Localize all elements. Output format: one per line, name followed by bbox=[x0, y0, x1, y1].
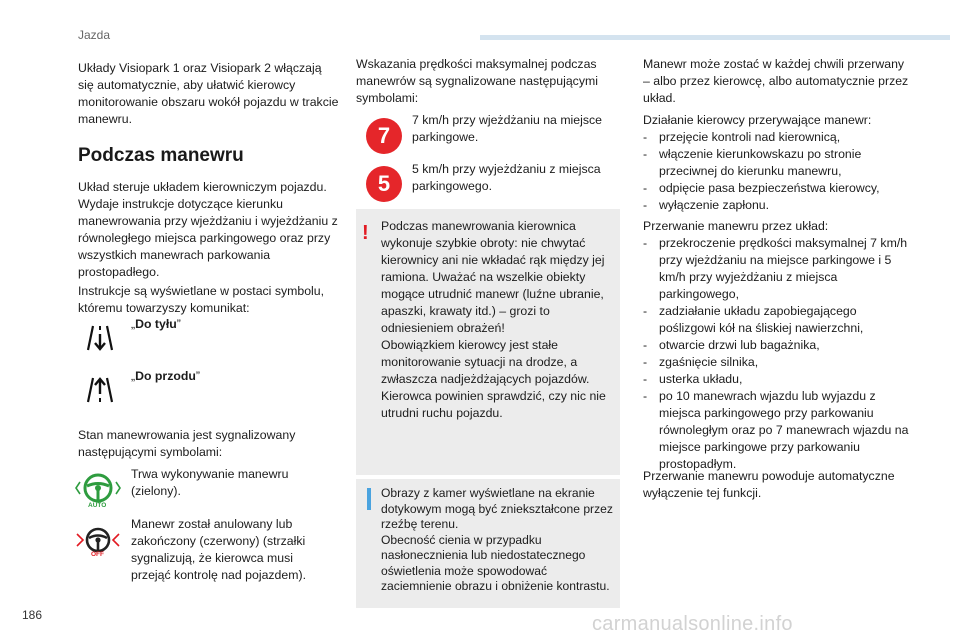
info-text-2: Obecność cienia w przypadku nasłonecznienia lub niedostatecznego oświetlenia może spowodować zaciemnienie obrazu i obniżenie kontrastu. bbox=[381, 532, 610, 593]
speed-7-text: 7 km/h przy wjeżdżaniu na miejsce parkingowe. bbox=[412, 113, 602, 144]
auto-disable-paragraph: Przerwanie manewru powoduje automatyczne wyłączenie tej funkcji. bbox=[643, 469, 895, 500]
list-item: - odpięcie pasa bezpieczeństwa kierowcy, bbox=[643, 181, 880, 195]
system-actions-heading: Przerwanie manewru przez układ: bbox=[643, 219, 829, 233]
forward-label: Do przodu bbox=[135, 369, 196, 383]
list-item: - włączenie kierunkowskazu po stronie przeciwnej do kierunku manewru, bbox=[643, 147, 862, 178]
auto-icon-label: AUTO bbox=[88, 502, 107, 509]
auto-status-text: Trwa wykonywanie manewru (zielony). bbox=[131, 467, 289, 498]
list-item: - zgaśnięcie silnika, bbox=[643, 355, 759, 369]
section-title: Jazda bbox=[78, 28, 111, 42]
warning-exclamation-icon: ! bbox=[362, 222, 369, 244]
reverse-arrow-icon bbox=[82, 320, 118, 356]
heading-during-maneuver: Podczas manewru bbox=[78, 145, 244, 166]
system-actions bbox=[643, 218, 913, 473]
forward-instruction: „Do przodu” bbox=[131, 369, 201, 383]
speed-7-desc bbox=[412, 112, 622, 146]
list-item: - wyłączenie zapłonu. bbox=[643, 198, 770, 212]
warning-content bbox=[381, 218, 613, 422]
auto-status bbox=[131, 466, 331, 500]
list-item: - zadziałanie układu zapobiegającego poślizgowi kół na śliskiej nawierzchni, bbox=[643, 304, 864, 335]
status-paragraph: Stan manewrowania jest sygnalizowany następującymi symbolami: bbox=[78, 428, 296, 459]
info-content bbox=[381, 486, 613, 595]
list-item: - po 10 manewrach wjazdu lub wyjazdu z miejsca parkingowego przy parkowaniu równoległym oraz po 7 manewrach wjazdu na miejsce parkingowe przy parkowaniu prostopadłym. bbox=[643, 389, 909, 471]
list-item: - usterka układu, bbox=[643, 372, 743, 386]
speed-intro: Wskazania prędkości maksymalnej podczas manewrów są sygnalizowane następującymi symbolami: bbox=[356, 57, 598, 105]
intro-paragraph: Układy Visiopark 1 oraz Visiopark 2 włączają się automatycznie, aby ułatwić kierowcy monitorowanie obszaru wokół pojazdu w trakcie manewru. bbox=[78, 61, 339, 126]
off-icon-label: OFF bbox=[91, 551, 104, 558]
speed-5-desc bbox=[412, 161, 622, 195]
info-bar-icon bbox=[367, 488, 371, 510]
warning-text-2: Obowiązkiem kierowcy jest stałe monitorowanie sytuacji na drodze, a zwłaszcza nadjeżdżających pojazdów. Kierowca powinien sprawdzić, czy nic nie utrudni ruchu pojazdu. bbox=[381, 338, 606, 420]
driver-actions-heading: Działanie kierowcy przerywające manewr: bbox=[643, 113, 872, 127]
forward-arrow-icon bbox=[82, 372, 118, 408]
speed-5-icon: 5 bbox=[366, 166, 402, 202]
col1-p1 bbox=[78, 179, 340, 281]
list-item: - przejęcie kontroli nad kierownicą, bbox=[643, 130, 841, 144]
watermark: carmanualsonline.info bbox=[592, 613, 793, 635]
back-instruction: „Do tyłu” bbox=[131, 317, 181, 331]
col3-last bbox=[643, 468, 913, 502]
warning-text: Podczas manewrowania kierownica wykonuje szybkie obroty: nie chwytać kierownicy ani nie wkładać rąk między jej ramiona. Uważać na wszelkie obiekty mogące utrudnić manewr (luźne ubranie, apaszki, krawaty itd.) – grozi to odniesieniem obrażeń! bbox=[381, 219, 605, 335]
page-number: 186 bbox=[22, 608, 43, 622]
col1-p3 bbox=[78, 427, 340, 461]
driver-actions bbox=[643, 112, 913, 214]
col1-p2 bbox=[78, 283, 340, 317]
col1-intro bbox=[78, 60, 340, 128]
list-item: - przekroczenie prędkości maksymalnej 7 km/h przy wjeżdżaniu na miejsce parkingowe i 5 km/h przy wyjeżdżaniu z miejsca parkingowego, bbox=[643, 236, 908, 301]
off-status bbox=[131, 516, 331, 584]
steering-paragraph: Układ steruje układem kierowniczym pojazdu. Wydaje instrukcje dotyczące kierunku manewrowania przy wjeżdżaniu i wyjeżdżaniu z równoległego miejsca parkingowego oraz przy wszystkich manewrach parkowania prostopadłego. bbox=[78, 180, 338, 279]
col3-p1 bbox=[643, 56, 913, 107]
list-item: - otwarcie drzwi lub bagażnika, bbox=[643, 338, 820, 352]
speed-5-text: 5 km/h przy wyjeżdżaniu z miejsca parkingowego. bbox=[412, 162, 601, 193]
speed-7-icon: 7 bbox=[366, 118, 402, 154]
interrupt-paragraph: Manewr może zostać w każdej chwili przerwany – albo przez kierowcę, albo automatycznie przez układ. bbox=[643, 57, 909, 105]
instructions-paragraph: Instrukcje są wyświetlane w postaci symbolu, któremu towarzyszy komunikat: bbox=[78, 284, 325, 315]
off-status-text: Manewr został anulowany lub zakończony (czerwony) (strzałki sygnalizują, że kierowca musi przejąć kontrolę nad pojazdem). bbox=[131, 517, 306, 582]
back-label: Do tyłu bbox=[135, 317, 177, 331]
header-bar bbox=[480, 35, 950, 40]
col2-intro bbox=[356, 56, 618, 107]
info-text-1: Obrazy z kamer wyświetlane na ekranie dotykowym mogą być zniekształcone przez rzeźbę terenu. bbox=[381, 486, 613, 531]
